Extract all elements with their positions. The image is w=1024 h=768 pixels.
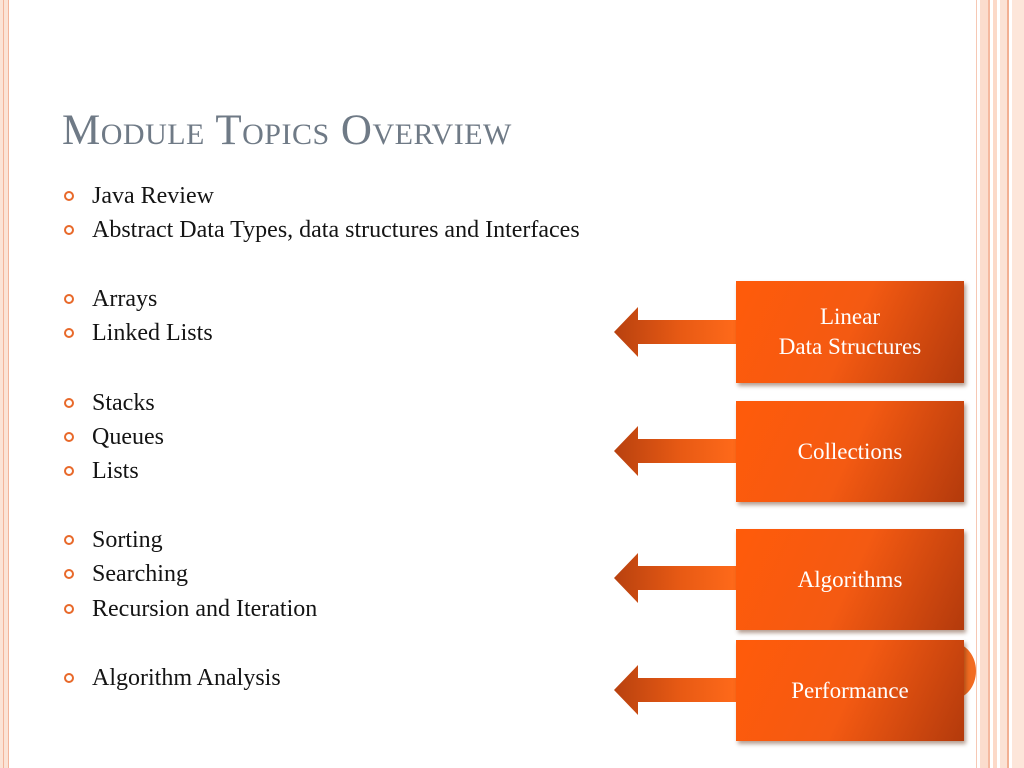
group-label: Algorithms [797,566,903,592]
group-label: Collections [797,438,903,464]
topic-text: Queues [92,424,164,450]
topic-text: Lists [92,458,139,484]
bullet-circle-icon [64,432,74,442]
group-box-collections [736,401,964,502]
right-stripes-decoration [976,0,1024,768]
topic-text: Abstract Data Types, data structures and Interfaces [92,217,580,243]
bullet-circle-icon [64,328,74,338]
group-box-performance [736,640,964,741]
topic-text: Algorithm Analysis [92,665,281,691]
bullet-circle-icon [64,535,74,545]
bullet-circle-icon [64,398,74,408]
bullet-circle-icon [64,673,74,683]
group-label: Linear Data Structures [778,304,922,359]
left-arrow-icon [612,424,736,478]
topic-text: Java Review [92,183,214,209]
topic-text: Searching [92,561,188,587]
left-arrow-icon [612,305,736,359]
topic-text: Linked Lists [92,320,213,346]
group-label: Performance [791,677,909,703]
left-arrow-icon [612,551,736,605]
left-border-frame [0,0,9,768]
topic-text: Recursion and Iteration [92,596,318,622]
slide-title: Module Topics Overview [62,107,512,154]
bullet-circle-icon [64,604,74,614]
bullet-circle-icon [64,294,74,304]
left-arrow-icon [612,663,736,717]
bullet-circle-icon [64,569,74,579]
topic-text: Stacks [92,390,155,416]
topic-text: Arrays [92,286,158,312]
bullet-circle-icon [64,191,74,201]
group-box-algorithms [736,529,964,630]
bullet-circle-icon [64,225,74,235]
bullet-circle-icon [64,466,74,476]
group-box-linear-data-structures [736,281,964,383]
topic-text: Sorting [92,527,163,553]
